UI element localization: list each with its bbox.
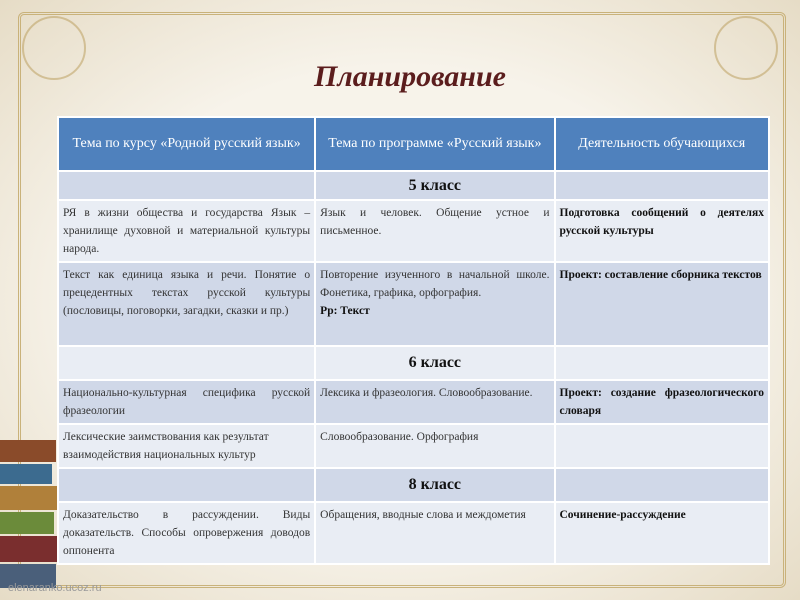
course-topic: РЯ в жизни общества и государства Язык – хранилище духовной и материальной культуры народа. [58,200,315,262]
program-topic: Язык и человек. Общение устное и письменное. [315,200,554,262]
grade-label: 6 класс [315,346,554,380]
books-illustration [0,420,58,590]
slide-title: Планирование [314,60,506,93]
grade-label: 5 класс [315,171,554,200]
header-activity: Деятельность обучающихся [555,117,770,171]
course-topic: Национально-культурная специфика русской фразеологии [58,380,315,424]
program-topic: Повторение изученного в начальной школе. Фонетика, графика, орфография. [320,269,550,299]
activity: Подготовка сообщений о деятелях русской культуры [555,200,770,262]
header-program: Тема по программе «Русский язык» [315,117,554,171]
program-topic: Словообразование. Орфография [315,424,554,468]
activity [555,424,770,468]
course-topic: Доказательство в рассуждении. Виды доказательств. Способы опровержения доводов оппонента [58,502,315,564]
activity: Проект: создание фразеологического словаря [555,380,770,424]
watermark: elenaranko.ucoz.ru [8,582,102,594]
program-topic: Обращения, вводные слова и междометия [315,502,554,564]
planning-table [57,116,770,565]
activity: Сочинение-рассуждение [555,502,770,564]
course-topic: Текст как единица языка и речи. Понятие о прецедентных текстах русской культуры (пословицы, поговорки, загадки, сказки и пр.) [58,262,315,346]
course-topic: Лексические заимствования как результат взаимодействия национальных культур [58,424,315,468]
header-course: Тема по курсу «Родной русский язык» [58,117,315,171]
grade-label: 8 класс [315,468,554,502]
program-extra: Рр: Текст [320,305,370,317]
program-cell [315,262,554,346]
program-topic: Лексика и фразеология. Словообразование. [315,380,554,424]
activity: Проект: составление сборника текстов [555,262,770,346]
